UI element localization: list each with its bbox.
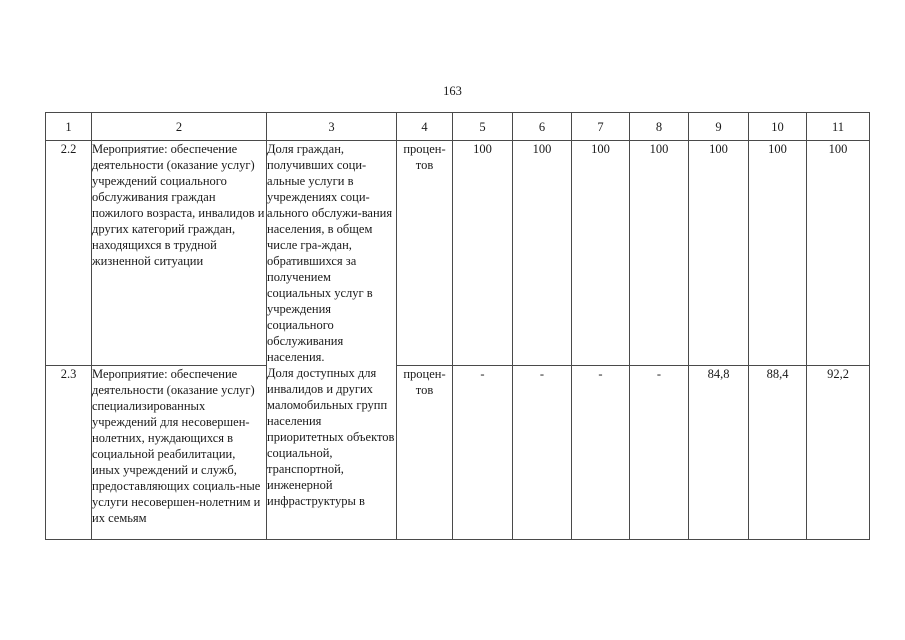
unit-cell: процен-тов bbox=[397, 141, 453, 366]
value-cell: 100 bbox=[807, 141, 870, 366]
value-cell: - bbox=[572, 366, 630, 540]
indicator-cell bbox=[267, 141, 397, 540]
value-cell: 100 bbox=[749, 141, 807, 366]
header-cell: 6 bbox=[513, 113, 572, 141]
value-cell: 84,8 bbox=[689, 366, 749, 540]
table-row bbox=[46, 366, 870, 540]
header-cell: 10 bbox=[749, 113, 807, 141]
header-cell: 8 bbox=[630, 113, 689, 141]
header-cell: 9 bbox=[689, 113, 749, 141]
indicators-table bbox=[45, 112, 870, 540]
header-cell: 1 bbox=[46, 113, 92, 141]
header-cell: 2 bbox=[92, 113, 267, 141]
indicator-text: Доля доступных для инвалидов и других маломобильных групп населения приоритетных объектов социальной, транспортной, инженерной инфраструктуры в bbox=[267, 366, 395, 508]
table-header-row bbox=[46, 113, 870, 141]
header-cell: 4 bbox=[397, 113, 453, 141]
activity-cell: Мероприятие: обеспечение деятельности (оказание услуг) специализированных учреждений для несовершен-нолетних, нуждающихся в социальной реабилитации, иных учреждений и служб, предоставляющих социаль-ные услуги несовершен-нолетним и их семьям bbox=[92, 366, 267, 540]
indicator-text: Доля граждан, получивших соци-альные услуги в учреждениях соци-ального обслужи-вания населения, в общем числе гра-ждан, обратившихся за получением социальных услуг в учреждения социального обслуживания населения. bbox=[267, 142, 393, 364]
value-cell: 100 bbox=[453, 141, 513, 366]
header-cell: 11 bbox=[807, 113, 870, 141]
value-cell: - bbox=[453, 366, 513, 540]
header-cell: 7 bbox=[572, 113, 630, 141]
unit-cell: процен-тов bbox=[397, 366, 453, 540]
value-cell: 100 bbox=[513, 141, 572, 366]
table-row bbox=[46, 141, 870, 366]
activity-cell: Мероприятие: обеспечение деятельности (оказание услуг) учреждений социального обслуживания граждан пожилого возраста, инвалидов и других категорий граждан, находящихся в трудной жизненной ситуации bbox=[92, 141, 267, 366]
value-cell: 100 bbox=[630, 141, 689, 366]
header-cell: 3 bbox=[267, 113, 397, 141]
value-cell: 100 bbox=[689, 141, 749, 366]
header-cell: 5 bbox=[453, 113, 513, 141]
value-cell: - bbox=[513, 366, 572, 540]
page-number: 163 bbox=[443, 84, 462, 98]
value-cell: - bbox=[630, 366, 689, 540]
row-number: 2.3 bbox=[46, 366, 92, 540]
value-cell: 88,4 bbox=[749, 366, 807, 540]
value-cell: 92,2 bbox=[807, 366, 870, 540]
value-cell: 100 bbox=[572, 141, 630, 366]
row-number: 2.2 bbox=[46, 141, 92, 366]
